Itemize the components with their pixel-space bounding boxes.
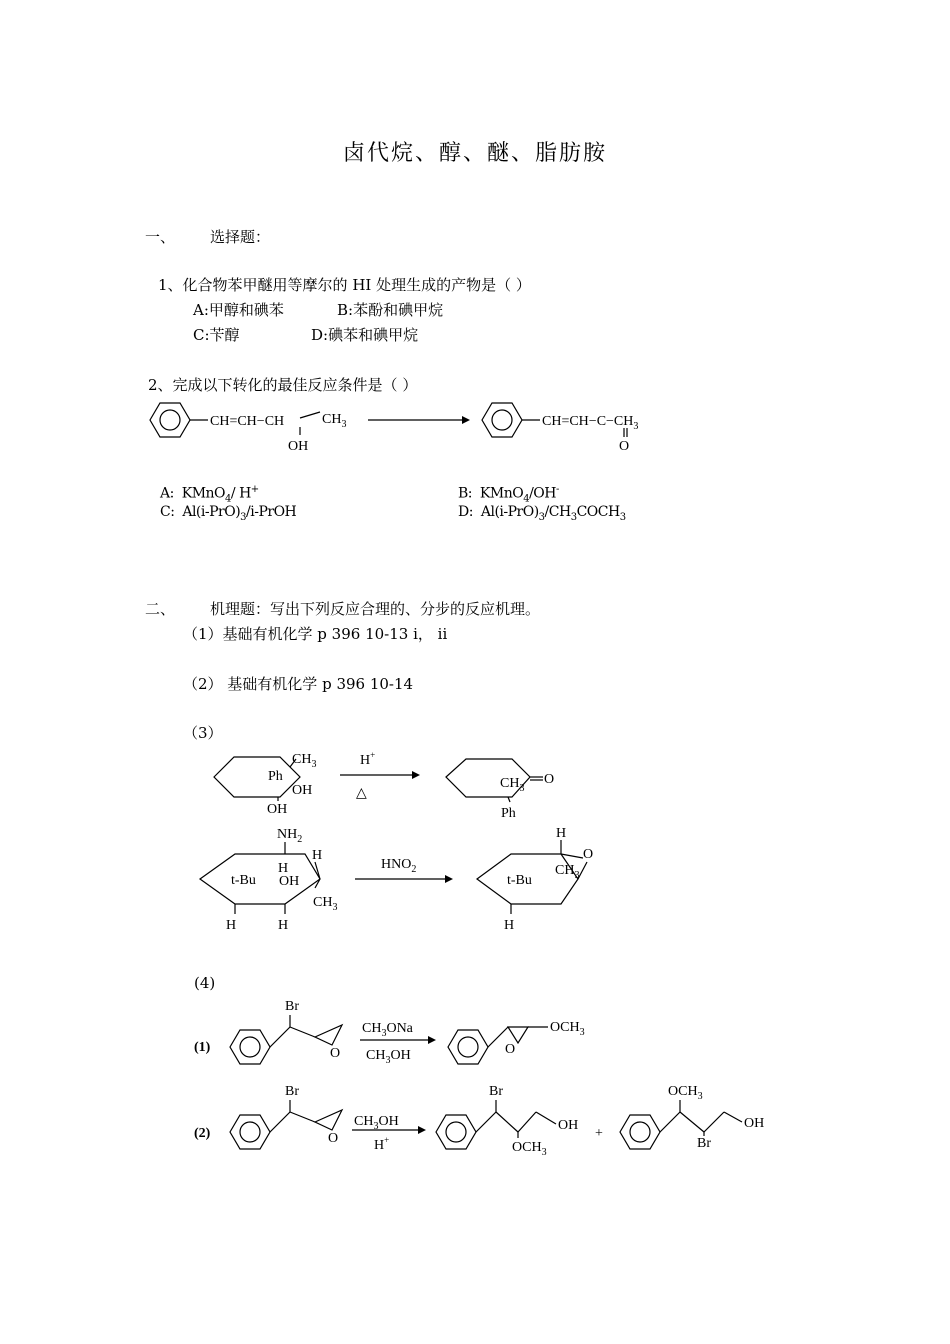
svg-text:Ph: Ph [501,806,516,821]
svg-text:OCH3: $OCH_3$ [668,1084,703,1102]
page-title: 卤代烷、醇、醚、脂肪胺 [342,141,607,166]
q1-option-c: C:苄醇 [193,326,240,344]
section2-number: 二、 [145,600,176,618]
svg-text:CH3: $CH_3$ [555,863,580,881]
benzene-ring-reactant [150,403,190,437]
q1-option-a: A:甲醇和碘苯 [193,301,284,319]
svg-text:(1): (1) [194,1040,211,1055]
svg-text:CH3: $CH_3$ [292,752,317,770]
svg-text:NH2: $NH_2$ [277,827,303,845]
epoxide-reaction-2-scheme [192,1080,772,1160]
svg-text:CH3: $CH_3$ [313,895,338,913]
svg-text:H+: H+ [374,1135,390,1153]
svg-text:Br: Br [285,1084,299,1099]
svg-text:HNO2: $HNO_2$ [381,857,417,875]
svg-text:O: O [505,1042,516,1057]
q2-reaction-scheme [140,395,700,465]
benzene-ring-product-2 [620,1115,660,1149]
svg-text:OH: OH [279,874,300,889]
mechanism-item-4: (4) [194,974,216,992]
svg-text:Ph: Ph [268,769,283,784]
svg-text:CH3: $CH_3$ [500,776,525,794]
benzene-ring-product [448,1030,488,1064]
q2-stem: 2、完成以下转化的最佳反应条件是（ ） [148,376,418,394]
svg-text:Br: Br [285,999,299,1014]
svg-text:t-Bu: t-Bu [231,873,256,888]
svg-text:OCH3: $OCH_3$ [512,1140,547,1158]
svg-text:Br: Br [489,1084,503,1099]
epoxide-reaction-1-scheme [192,995,612,1070]
svg-text:O: O [544,772,555,787]
benzene-ring [230,1115,270,1149]
svg-text:△: △ [356,786,367,801]
svg-text:H: H [556,826,567,841]
svg-text:H: H [278,918,289,933]
cyclohexane-ring-reactant [214,757,300,797]
svg-text:O: O [328,1131,339,1146]
q1-option-d: D:碘苯和碘甲烷 [311,326,419,344]
svg-text:CH3ONa: $CH_3ONa$ [362,1021,413,1039]
svg-text:H: H [312,848,323,863]
cyclohexane-ring-reactant-b [200,854,320,904]
epoxide-ring [315,1110,342,1130]
q2-reactant-chain: CH=CH−CH [210,414,285,429]
benzene-ring-product-1 [436,1115,476,1149]
svg-text:OH: OH [267,802,288,817]
svg-text:OH: OH [292,783,313,798]
svg-text:+: + [595,1126,603,1141]
svg-text:CH3OH: $CH_3OH$ [354,1114,399,1132]
q2-reactant-oh: OH [288,439,309,454]
svg-text:CH3: $CH_3$ [322,412,347,430]
svg-text:OH: OH [744,1116,765,1131]
amino-alcohol-reaction-scheme [195,822,615,937]
svg-text:H+: H+ [360,750,376,768]
svg-text:O: O [583,847,594,862]
mechanism-item-3: （3） [183,724,223,742]
section2-heading: 机理题：写出下列反应合理的、分步的反应机理。 [210,600,541,618]
svg-text:CH3OH: $CH_3OH$ [366,1048,411,1066]
svg-text:O: O [330,1046,341,1061]
q2-option-b: B: KMnO$_4$/OH- [458,484,559,505]
mechanism-item-2: （2） 基础有机化学 p 396 10-14 [183,675,414,693]
q2-product-chain: $CH=CH-C-CH_3$ [542,414,639,432]
epoxide-ring [315,1025,342,1045]
section1-number: 一、 [145,228,176,246]
q1-option-b: B:苯酚和碘甲烷 [337,301,444,319]
svg-text:H: H [504,918,515,933]
q1-stem: 1、化合物苯甲醚用等摩尔的 HI 处理生成的产物是（ ） [158,276,531,294]
q2-option-c: C: $Al(i-PrO)_3/i$-PrOH [160,504,297,523]
benzene-ring [230,1030,270,1064]
benzene-ring-product [482,403,522,437]
svg-text:OH: OH [558,1118,579,1133]
svg-text:Br: Br [697,1136,711,1151]
section1-heading: 选择题： [210,228,271,246]
q2-option-d: D: $Al(i-PrO)_3/CH_3COCH_3$ [458,504,626,523]
svg-text:OCH3: $OCH_3$ [550,1020,585,1038]
q2-product-oxygen: O [619,439,630,454]
pinacol-rearrangement-scheme [200,745,580,825]
mechanism-item-1: （1）基础有机化学 p 396 10-13 i， ii [183,625,448,643]
reaction-arrow [462,416,470,424]
svg-text:H: H [278,861,289,876]
svg-text:H: H [226,918,237,933]
q2-option-a: A: KMnO$_4$/ H+ [160,484,259,505]
svg-text:(2): (2) [194,1126,211,1141]
svg-text:t-Bu: t-Bu [507,873,532,888]
